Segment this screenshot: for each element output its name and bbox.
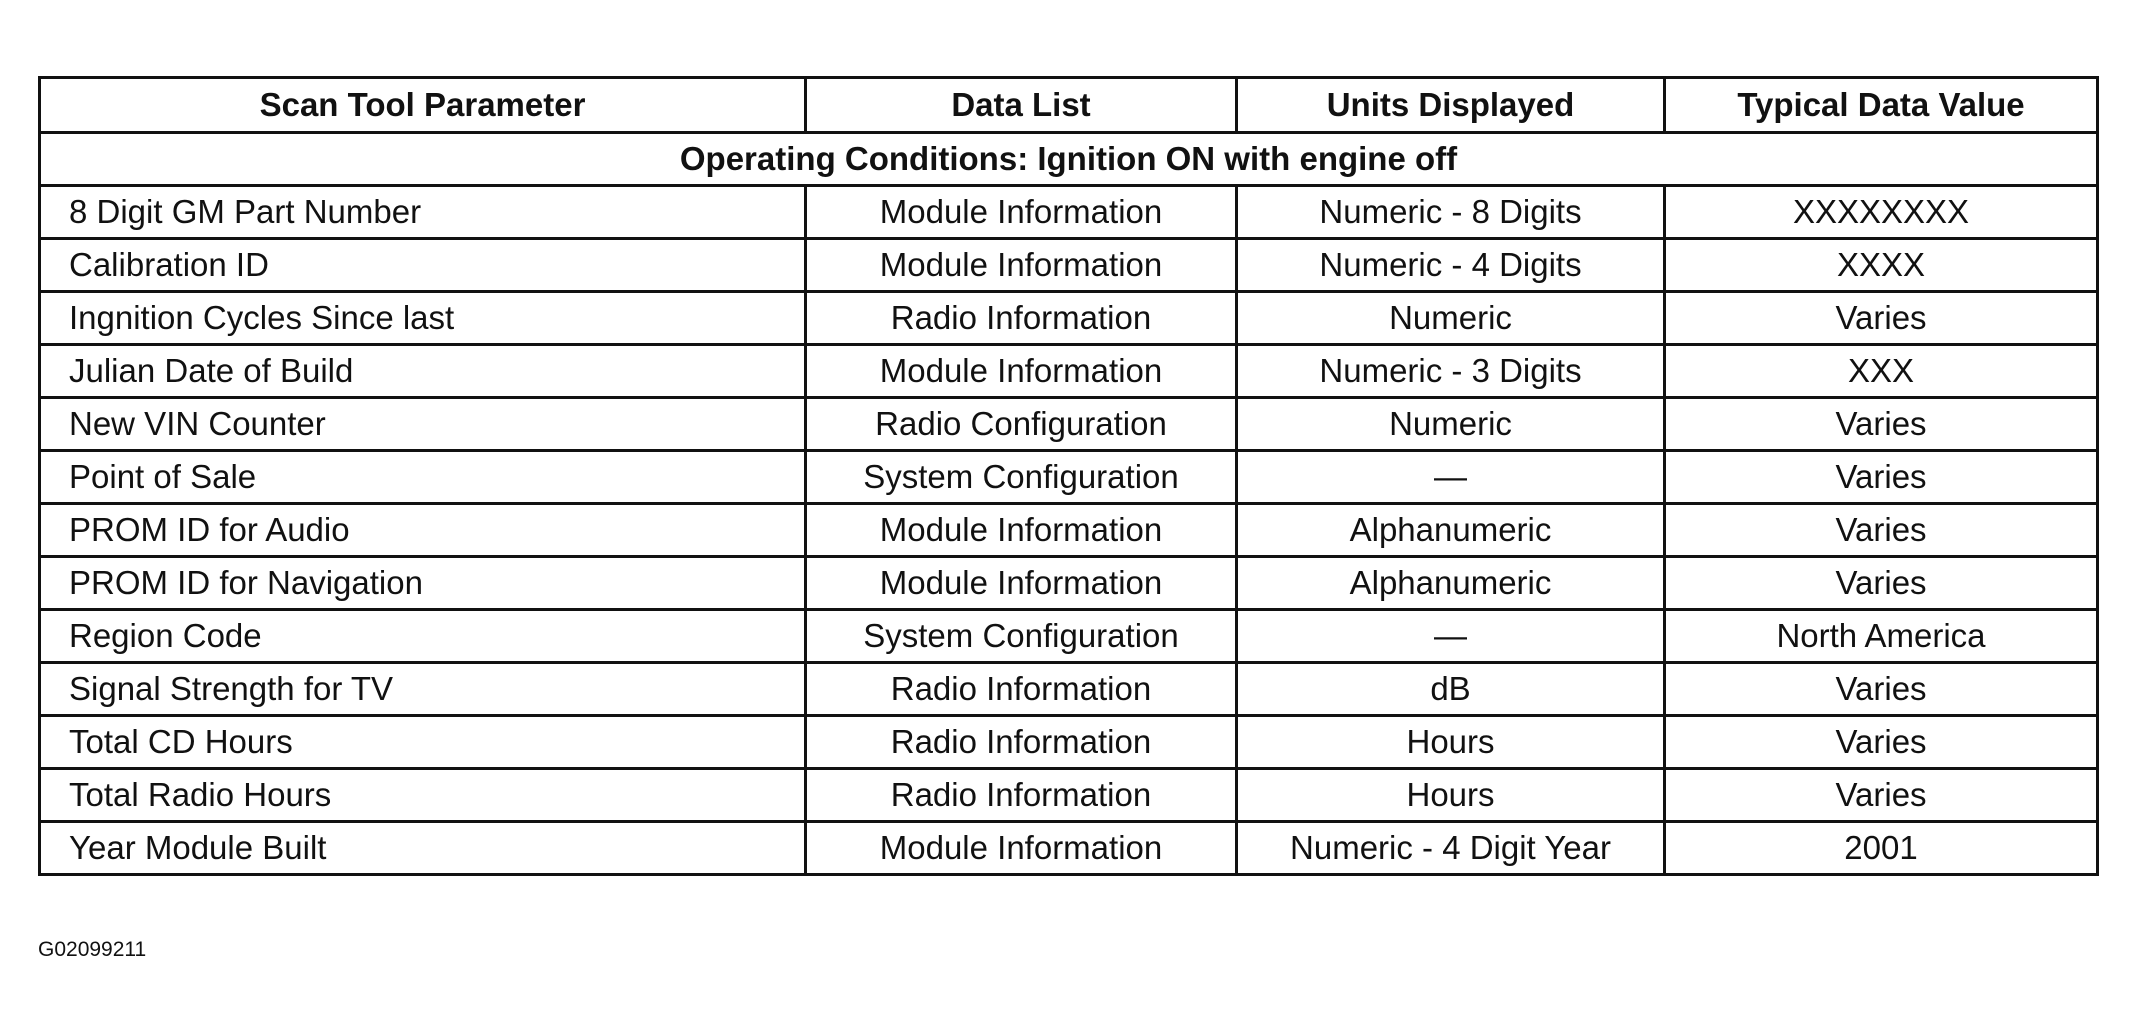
data-list-cell: System Configuration xyxy=(806,610,1237,663)
table-row xyxy=(40,398,2098,451)
table-row xyxy=(40,451,2098,504)
table-header-row xyxy=(40,78,2098,133)
data-list-cell: Radio Information xyxy=(806,716,1237,769)
units-cell: Alphanumeric xyxy=(1237,504,1665,557)
table-row xyxy=(40,663,2098,716)
units-cell: Numeric xyxy=(1237,398,1665,451)
header-units-displayed: Units Displayed xyxy=(1237,78,1665,133)
units-cell: Alphanumeric xyxy=(1237,557,1665,610)
table-row xyxy=(40,557,2098,610)
data-list-cell: Module Information xyxy=(806,822,1237,875)
header-scan-tool-parameter: Scan Tool Parameter xyxy=(40,78,806,133)
data-list-cell: Module Information xyxy=(806,186,1237,239)
units-cell: Numeric xyxy=(1237,292,1665,345)
parameter-cell: Julian Date of Build xyxy=(40,345,806,398)
operating-conditions: Operating Conditions: Ignition ON with engine off xyxy=(40,133,2098,186)
table-row xyxy=(40,292,2098,345)
units-cell: Numeric - 4 Digits xyxy=(1237,239,1665,292)
units-cell: dB xyxy=(1237,663,1665,716)
typical-value-cell: Varies xyxy=(1665,557,2098,610)
parameter-cell: New VIN Counter xyxy=(40,398,806,451)
table-row xyxy=(40,239,2098,292)
data-list-cell: Radio Information xyxy=(806,769,1237,822)
figure-code: G02099211 xyxy=(38,938,147,961)
parameter-cell: Total CD Hours xyxy=(40,716,806,769)
parameter-cell: Signal Strength for TV xyxy=(40,663,806,716)
table-row xyxy=(40,822,2098,875)
data-list-cell: Module Information xyxy=(806,557,1237,610)
typical-value-cell: XXXXXXXX xyxy=(1665,186,2098,239)
table-row xyxy=(40,186,2098,239)
units-cell: Numeric - 3 Digits xyxy=(1237,345,1665,398)
data-list-cell: Radio Configuration xyxy=(806,398,1237,451)
parameter-cell: Calibration ID xyxy=(40,239,806,292)
parameter-cell: Total Radio Hours xyxy=(40,769,806,822)
operating-conditions-row xyxy=(40,133,2098,186)
data-list-cell: Radio Information xyxy=(806,292,1237,345)
units-cell: — xyxy=(1237,451,1665,504)
table-row xyxy=(40,610,2098,663)
typical-value-cell: Varies xyxy=(1665,451,2098,504)
data-list-cell: System Configuration xyxy=(806,451,1237,504)
data-list-cell: Module Information xyxy=(806,504,1237,557)
table-row xyxy=(40,504,2098,557)
units-cell: Numeric - 4 Digit Year xyxy=(1237,822,1665,875)
header-typical-data-value: Typical Data Value xyxy=(1665,78,2098,133)
typical-value-cell: 2001 xyxy=(1665,822,2098,875)
typical-value-cell: XXXX xyxy=(1665,239,2098,292)
parameter-cell: PROM ID for Navigation xyxy=(40,557,806,610)
typical-value-cell: Varies xyxy=(1665,398,2098,451)
typical-value-cell: Varies xyxy=(1665,292,2098,345)
table-row xyxy=(40,716,2098,769)
scan-tool-data-table xyxy=(38,76,2099,876)
typical-value-cell: Varies xyxy=(1665,663,2098,716)
typical-value-cell: Varies xyxy=(1665,716,2098,769)
typical-value-cell: Varies xyxy=(1665,769,2098,822)
data-list-cell: Radio Information xyxy=(806,663,1237,716)
table-row xyxy=(40,345,2098,398)
data-list-cell: Module Information xyxy=(806,239,1237,292)
units-cell: Hours xyxy=(1237,716,1665,769)
parameter-cell: PROM ID for Audio xyxy=(40,504,806,557)
header-data-list: Data List xyxy=(806,78,1237,133)
units-cell: Numeric - 8 Digits xyxy=(1237,186,1665,239)
parameter-cell: 8 Digit GM Part Number xyxy=(40,186,806,239)
scan-tool-data-table-container xyxy=(38,76,2096,876)
typical-value-cell: North America xyxy=(1665,610,2098,663)
units-cell: Hours xyxy=(1237,769,1665,822)
data-list-cell: Module Information xyxy=(806,345,1237,398)
units-cell: — xyxy=(1237,610,1665,663)
parameter-cell: Point of Sale xyxy=(40,451,806,504)
parameter-cell: Ingnition Cycles Since last xyxy=(40,292,806,345)
parameter-cell: Year Module Built xyxy=(40,822,806,875)
typical-value-cell: XXX xyxy=(1665,345,2098,398)
typical-value-cell: Varies xyxy=(1665,504,2098,557)
table-row xyxy=(40,769,2098,822)
parameter-cell: Region Code xyxy=(40,610,806,663)
